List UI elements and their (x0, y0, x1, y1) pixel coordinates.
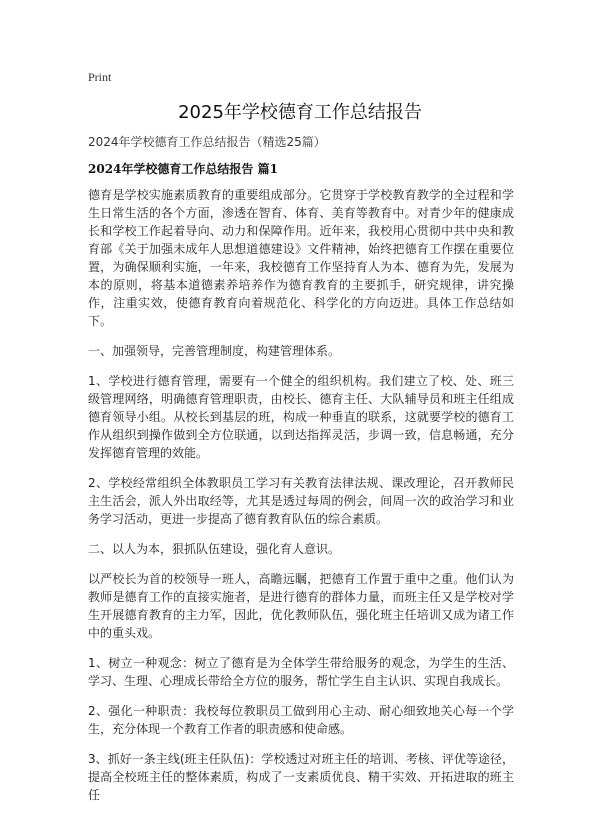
print-label[interactable]: Print (88, 70, 112, 84)
document-subtitle: 2024年学校德育工作总结报告（精选25篇） (88, 135, 326, 149)
paragraph: 2、学校经常组织全体教职员工学习有关教育法律法规、课改理论，召开教师民主生活会，派人外出取经等，尤其是透过每周的例会，间周一次的政治学习和业务学习活动，更进一步提高了德育教育队伍的综合素质。 (88, 476, 514, 526)
section-heading: 2024年学校德育工作总结报告 篇1 (88, 162, 278, 176)
document-title: 2025年学校德育工作总结报告 (178, 102, 422, 123)
paragraph: 1、学校进行德育管理，需要有一个健全的组织机构。我们建立了校、处、班三级管理网络，明确德育管理职责，由校长、德育主任、大队辅导员和班主任组成德育领导小组。从校长到基层的班，构成一种垂直的联系，这就要学校的德育工作从组织到操作做到全方位联通，以到达指挥灵活，步调一致，信息畅通，充分发挥德育管理的效能。 (88, 374, 514, 460)
paragraph: 以严校长为首的校领导一班人，高瞻远瞩，把德育工作置于重中之重。他们认为教师是德育工作的直接实施者，是进行德育的群体力量，而班主任又是学校对学生开展德育教育的主力军，因此，优化教师队伍，强化班主任培训又成为诸工作中的重头戏。 (88, 572, 514, 640)
paragraph: 2、强化一种职责：我校每位教职员工做到用心主动、耐心细致地关心每一个学生，充分体现一个教育工作者的职责感和使命感。 (88, 704, 514, 736)
paragraph: 3、抓好一条主线(班主任队伍)：学校透过对班主任的培训、考核、评优等途径，提高全校班主任的整体素质，构成了一支素质优良、精干实效、开拓进取的班主任 (88, 752, 514, 802)
paragraph: 二、以人为本，狠抓队伍建设，强化育人意识。 (88, 542, 341, 556)
paragraph: 德育是学校实施素质教育的重要组成部分。它贯穿于学校教育教学的全过程和学生日常生活的各个方面，渗透在智育、体育、美育等教育中。对青少年的健康成长和学校工作起着导向、动力和保障作用。近年来，我校用心贯彻中共中央和教育部《关于加强未成年人思想道德建设》文件精神，始终把德育工作摆在重要位置，为确保顺利实施，一年来，我校德育工作坚持育人为本、德育为先，发展为本的原则，将基本道德素养培养作为德育教育的主要抓手，研究规律，讲究操作，注重实效，使德育教育向着规范化、科学化的方向迈进。具体工作总结如下。 (88, 188, 514, 328)
paragraph: 1、树立一种观念：树立了德育是为全体学生带给服务的观念，为学生的生活、学习、生理、心理成长带给全方位的服务，帮忙学生自主认识、实现自我成长。 (88, 656, 514, 688)
document-body (88, 186, 514, 816)
paragraph: 一、加强领导，完善管理制度，构建管理体系。 (88, 344, 341, 358)
